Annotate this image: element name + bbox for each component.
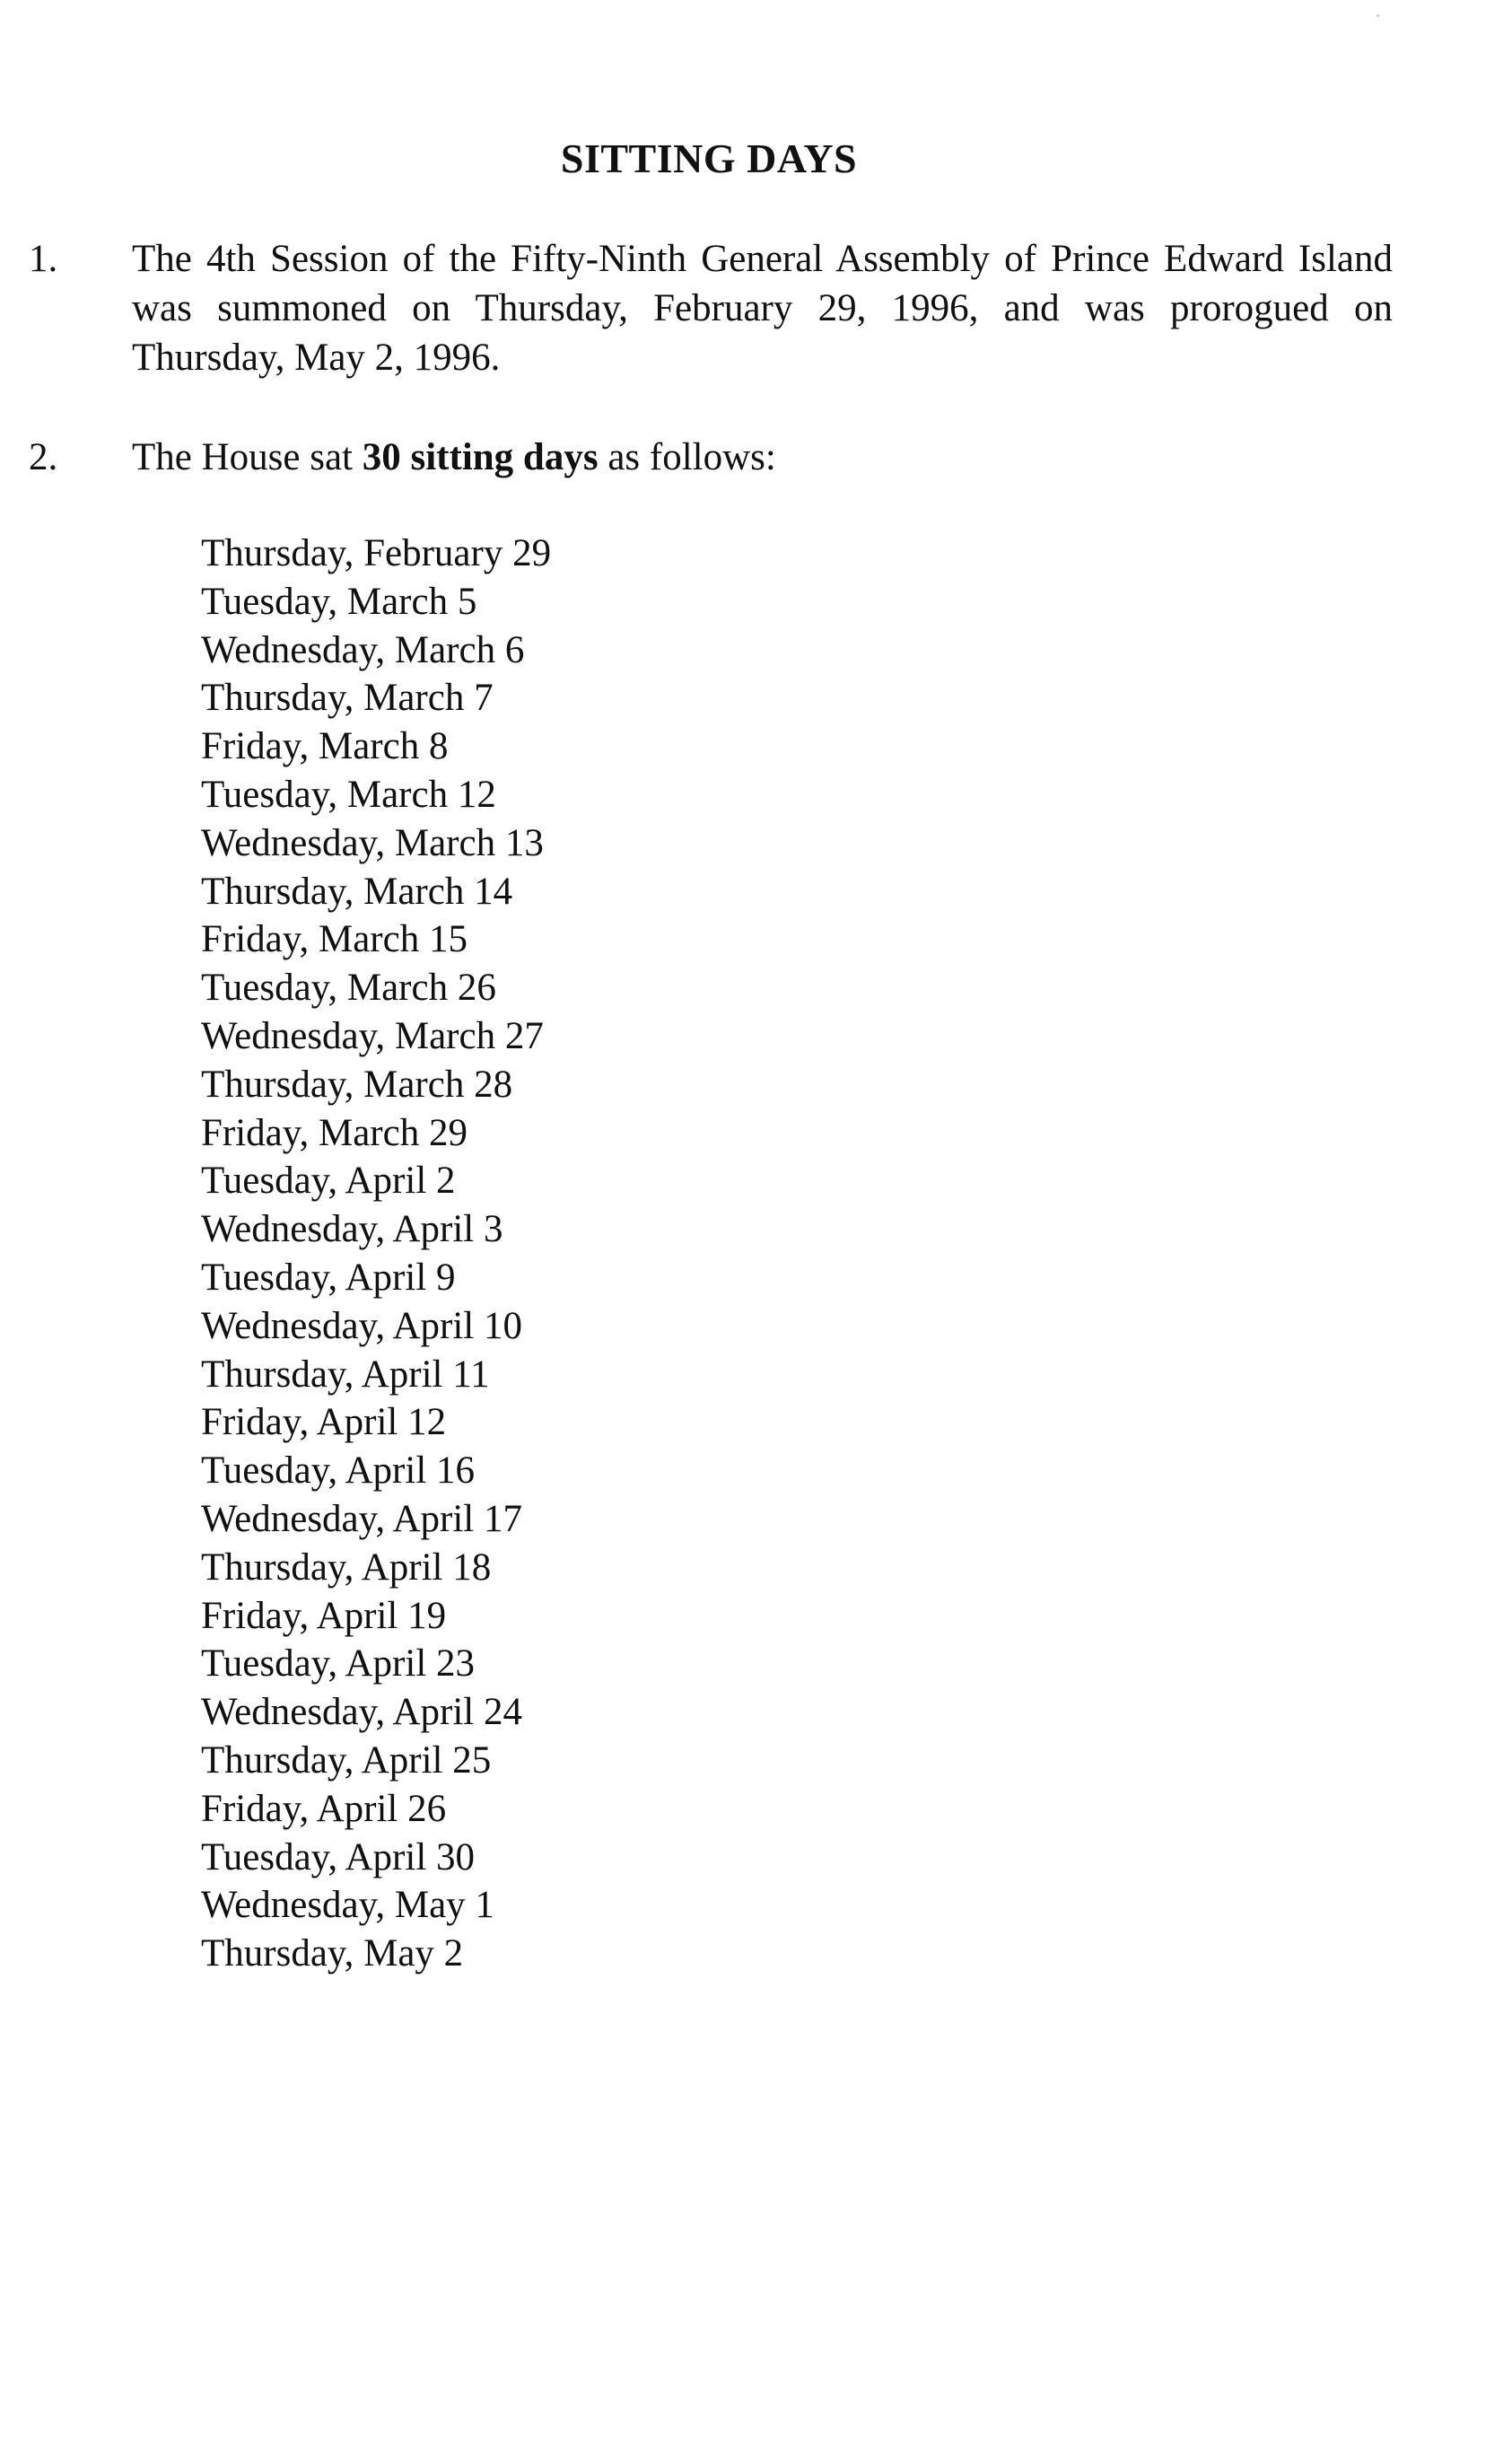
- sitting-day-item: Friday, April 26: [201, 1787, 447, 1830]
- sitting-day-item: Wednesday, March 13: [201, 821, 544, 864]
- sitting-day-item: Thursday, May 2: [201, 1932, 464, 1975]
- sitting-day-item: Wednesday, March 27: [201, 1014, 544, 1057]
- sitting-day-item: Wednesday, May 1: [201, 1884, 494, 1927]
- sitting-day-item: Friday, March 8: [201, 725, 449, 768]
- paragraph-number: 2.: [29, 436, 58, 478]
- sitting-day-item: Tuesday, April 16: [201, 1449, 476, 1493]
- paragraph-text-end: as follows:: [598, 436, 776, 478]
- sitting-day-item: Wednesday, April 10: [201, 1304, 522, 1347]
- sitting-day-item: Thursday, April 25: [201, 1738, 492, 1782]
- scan-speck: [1377, 14, 1379, 17]
- sitting-day-item: Friday, March 29: [201, 1111, 468, 1154]
- sitting-day-item: Thursday, February 29: [201, 532, 552, 574]
- sitting-day-item: Wednesday, April 3: [201, 1208, 503, 1251]
- sitting-days-list: [201, 530, 551, 1978]
- sitting-day-item: Tuesday, March 26: [201, 967, 496, 1010]
- sitting-day-item: Tuesday, April 23: [201, 1642, 476, 1686]
- sitting-day-item: Wednesday, March 6: [201, 628, 525, 671]
- paragraph-text: [132, 433, 1393, 482]
- sitting-day-item: Friday, March 15: [201, 918, 468, 961]
- sitting-day-item: Thursday, March 28: [201, 1063, 513, 1106]
- page-title: SITTING DAYS: [560, 136, 858, 181]
- sitting-day-item: Wednesday, April 24: [201, 1691, 522, 1734]
- paragraph-number: 1.: [29, 238, 58, 280]
- sitting-day-item: Thursday, April 11: [201, 1353, 490, 1396]
- sitting-day-item: Friday, April 12: [201, 1401, 447, 1444]
- paragraph-text-start: The House sat: [132, 436, 363, 478]
- paragraph-2: [29, 433, 1393, 482]
- paragraph-text: The 4th Session of the Fifty-Ninth General Assembly of Prince Edward Island was summoned on Thursday, February 29, 1996, and was prorogued on Thursday, May 2, 1996.: [132, 238, 1393, 379]
- sitting-days-count: 30 sitting days: [362, 436, 599, 478]
- sitting-day-item: Wednesday, April 17: [201, 1497, 522, 1540]
- sitting-day-item: Friday, April 19: [201, 1594, 447, 1637]
- sitting-day-item: Thursday, April 18: [201, 1545, 492, 1589]
- paragraph-1: [29, 234, 1393, 382]
- sitting-day-item: Thursday, March 14: [201, 870, 513, 913]
- sitting-day-item: Thursday, March 7: [201, 677, 494, 720]
- sitting-day-item: Tuesday, April 9: [201, 1256, 456, 1299]
- sitting-day-item: Tuesday, March 12: [201, 773, 496, 816]
- sitting-day-item: Tuesday, April 2: [201, 1160, 456, 1203]
- sitting-day-item: Tuesday, March 5: [201, 580, 477, 623]
- sitting-day-item: Tuesday, April 30: [201, 1835, 476, 1878]
